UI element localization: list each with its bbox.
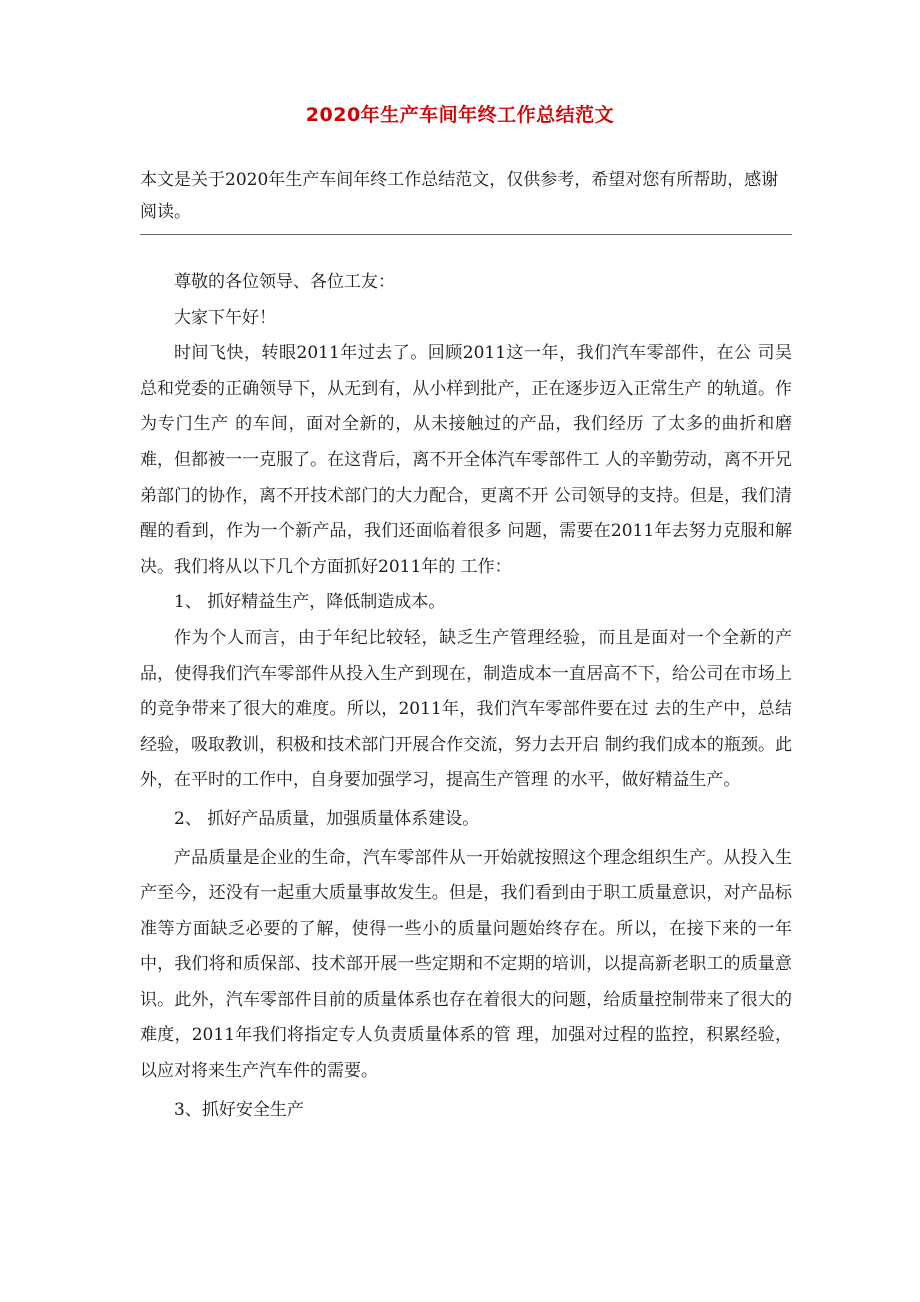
section-heading: 2、 抓好产品质量，加强质量体系建设。 (174, 808, 480, 829)
section-heading: 1、 抓好精益生产，降低制造成本。 (174, 592, 446, 613)
body-paragraph: 产品质量是企业的生命，汽车零部件从一开始就按照这个理念组织生产。从投入生产至今，还没有一起重大质量事故发生。但是，我们看到由于职工质量意识，对产品标准等方面缺乏必要的了解，使得一些小的质量问题始终存在。所以，在接下来的一年中，我们将和质保部、技术部开展一些定期和不定期的培训，以提高新老职工的质量意识。此外，汽车零部件目前的质量体系也存在着很大的问题，给质量控制带来了很大的难度，2011年我们将指定专人负责质量体系的管 理，加强对过程的监控，积累经验，以应对将来生产汽车件的需要。 (140, 847, 792, 1082)
intro-text: 本文是关于2020年生产车间年终工作总结范文，仅供参考，希望对您有所帮助，感谢阅读。 (140, 170, 779, 222)
document-body (140, 265, 792, 1128)
greeting: 大家下午好！ (174, 307, 276, 328)
body-paragraph: 作为个人而言，由于年纪比较轻，缺乏生产管理经验，而且是面对一个全新的产品，使得我们汽车零部件从投入生产到现在，制造成本一直居高不下，给公司在市场上的竞争带来了很大的难度。所以，2011年，我们汽车零部件要在过 去的生产中，总结经验，吸取教训，积极和技术部门开展合作交流，努力去开启 制约我们成本的瓶颈。此外，在平时的工作中，自身要加强学习，提高生产管理 的水平，做好精益生产。 (140, 627, 792, 791)
intro-divider (140, 234, 792, 235)
body-paragraph: 时间飞快，转眼2011年过去了。回顾2011这一年，我们汽车零部件，在公 司吴总和党委的正确领导下，从无到有，从小样到批产，正在逐步迈入正常生产 的轨道。作为专门生产 的车间，面对全新的，从未接触过的产品，我们经历 了太多的曲折和磨难，但都被一一克服了。在这背后，离不开全体汽车零部件工 人的辛勤劳动，离不开兄弟部门的协作，离不开技术部门的大力配合，更离不开 公司领导的支持。但是，我们清醒的看到，作为一个新产品，我们还面临着很多 问题，需要在2011年去努力克服和解决。我们将从以下几个方面抓好2011年的 工作： (140, 343, 792, 577)
section-heading: 3、抓好安全生产 (174, 1099, 304, 1120)
document-title: 2020年生产车间年终工作总结范文 (305, 104, 615, 126)
salutation: 尊敬的各位领导、各位工友： (174, 272, 395, 292)
